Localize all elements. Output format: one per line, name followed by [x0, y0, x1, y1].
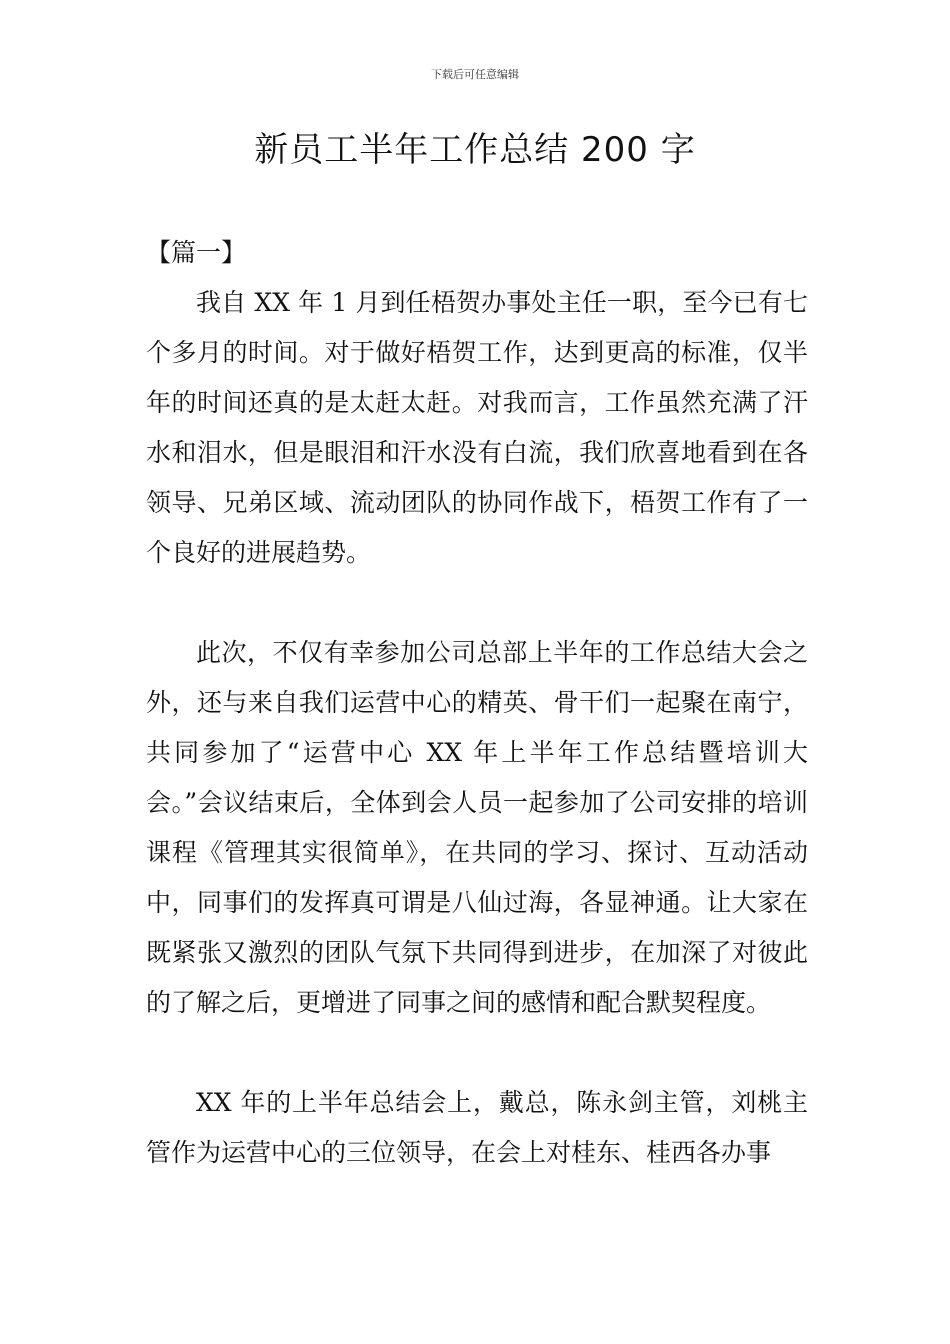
paragraph-2: 此次，不仅有幸参加公司总部上半年的工作总结大会之外，还与来自我们运营中心的精英、骨干们一起聚在南宁，共同参加了“运营中心 XX 年上半年工作总结暨培训大会。”会议结束后，全体到会人员一起参加了公司安排的培训课程《管理其实很简单》，在共同的学习、探讨、互动活动中，同事们的发挥真可谓是八仙过海，各显神通。让大家在既紧张又激烈的团队气氛下共同得到进步，在加深了对彼此的了解之后，更增进了同事之间的感情和配合默契程度。	[146, 638, 808, 1017]
section-label: 【篇一】	[146, 238, 247, 267]
document-body	[146, 228, 808, 1178]
paragraph-3: XX 年的上半年总结会上，戴总，陈永剑主管，刘桃主管作为运营中心的三位领导，在会上对桂东、桂西各办事	[146, 1088, 808, 1167]
paragraph-1: 我自 XX 年 1 月到任梧贺办事处主任一职，至今已有七个多月的时间。对于做好梧贺工作，达到更高的标准，仅半年的时间还真的是太赶太赶。对我而言，工作虽然充满了汗水和泪水，但是眼泪和汗水没有白流，我们欣喜地看到在各领导、兄弟区域、流动团队的协同作战下，梧贺工作有了一个良好的进展趋势。	[146, 288, 808, 567]
document-title: 新员工半年工作总结 200 字	[254, 130, 696, 170]
header-note: 下载后可任意编辑	[431, 68, 519, 81]
